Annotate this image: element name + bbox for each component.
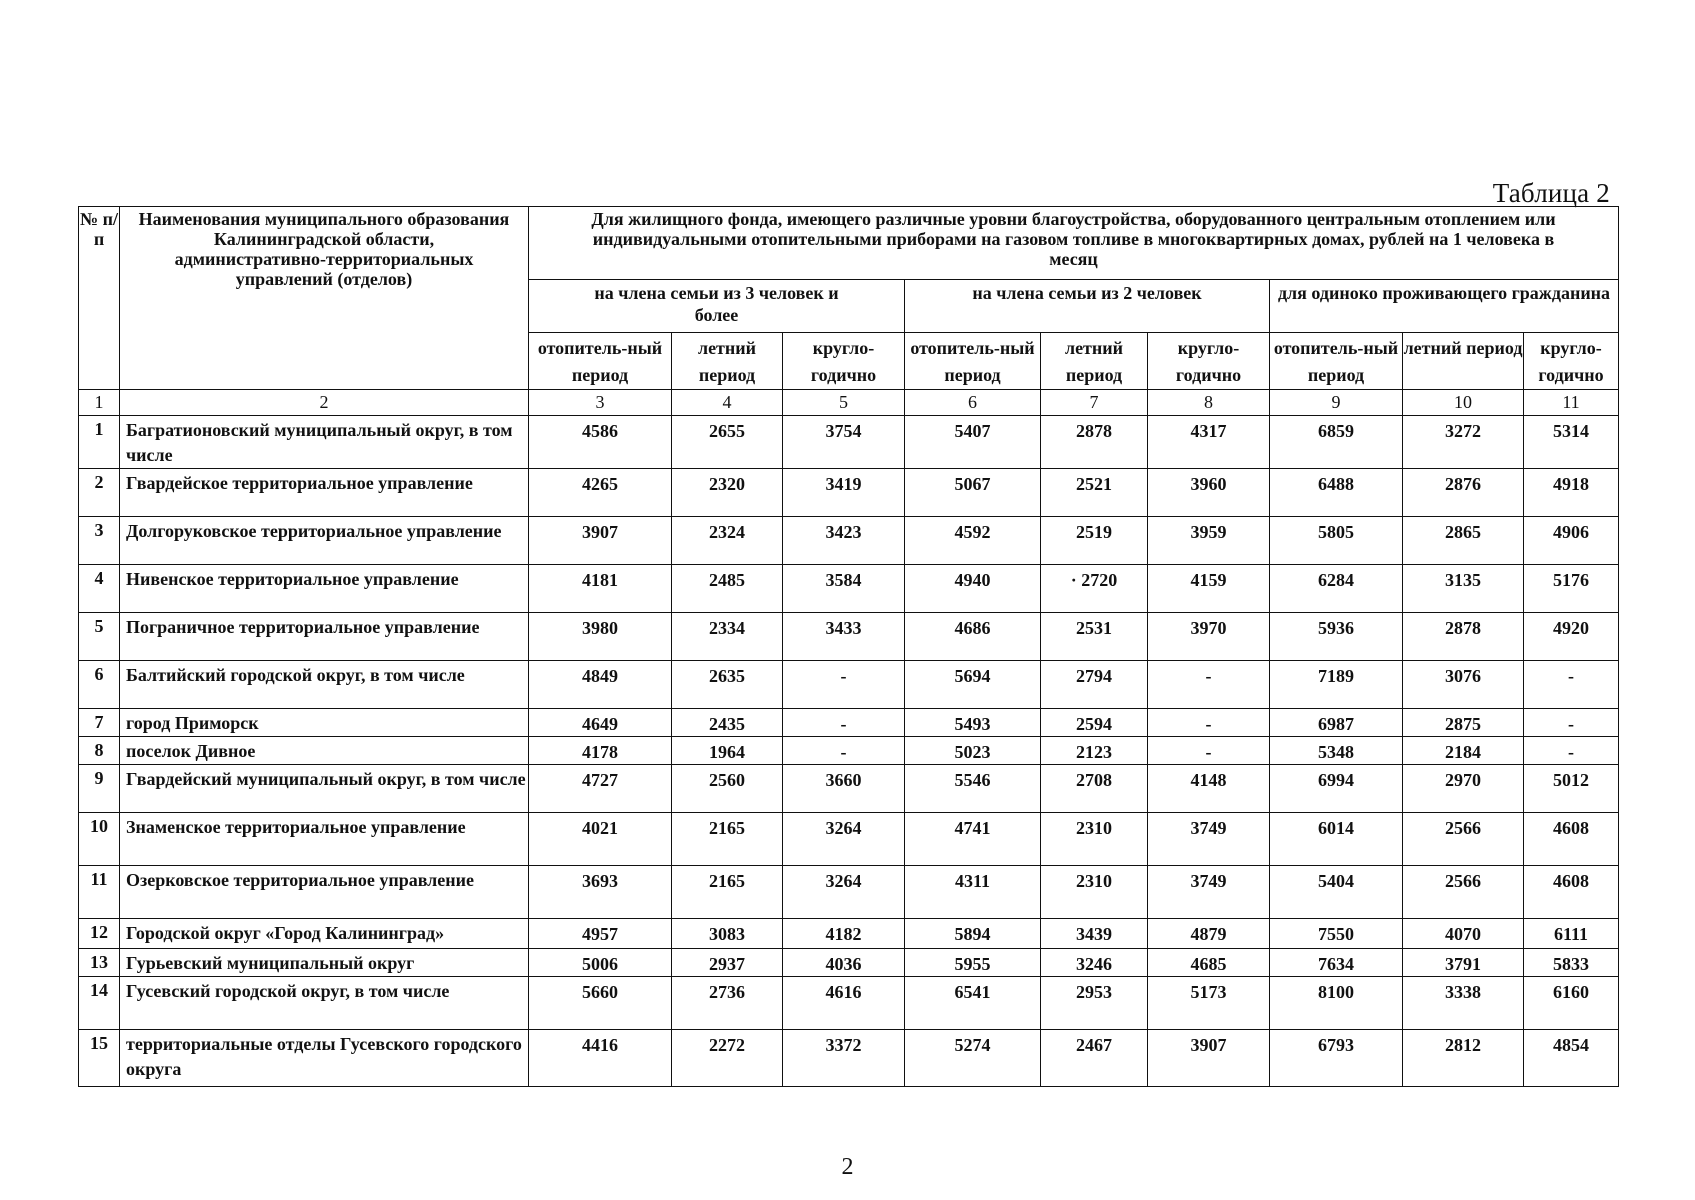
value-cell: 2875 xyxy=(1403,709,1524,737)
tariff-table xyxy=(78,206,1619,1087)
table-row xyxy=(79,1030,1619,1087)
value-cell: 2878 xyxy=(1041,416,1148,469)
value-cell: 4592 xyxy=(905,517,1041,565)
value-cell: 6541 xyxy=(905,977,1041,1030)
row-name: Озерковское территориальное управление xyxy=(120,866,529,919)
header-group-3-persons: на члена семьи из 3 человек и более xyxy=(529,280,905,333)
value-cell: 3660 xyxy=(783,765,905,813)
row-name: Знаменское территориальное управление xyxy=(120,813,529,866)
row-name: Пограничное территориальное управление xyxy=(120,613,529,661)
value-cell: 5660 xyxy=(529,977,672,1030)
value-cell: - xyxy=(783,661,905,709)
table-row xyxy=(79,661,1619,709)
value-cell: 3083 xyxy=(672,919,783,949)
row-number: 6 xyxy=(79,661,120,709)
value-cell: 2435 xyxy=(672,709,783,737)
value-cell: 4616 xyxy=(783,977,905,1030)
value-cell: 7189 xyxy=(1270,661,1403,709)
row-number: 12 xyxy=(79,919,120,949)
value-cell: 4686 xyxy=(905,613,1041,661)
value-cell: 3907 xyxy=(1148,1030,1270,1087)
header-number: № п/п xyxy=(79,207,120,390)
value-cell: 6793 xyxy=(1270,1030,1403,1087)
value-cell: · 2720 xyxy=(1041,565,1148,613)
header-housing-description: Для жилищного фонда, имеющего различные уровни благоустройства, оборудованного центральным отоплением или индивидуальными отопительными приборами на газовом топливе в многоквартирных домах, рублей на 1 человека в месяц xyxy=(529,207,1619,280)
value-cell: 2560 xyxy=(672,765,783,813)
value-cell: 5404 xyxy=(1270,866,1403,919)
header-group-single: для одиноко проживающего гражданина xyxy=(1270,280,1619,333)
value-cell: - xyxy=(1148,661,1270,709)
value-cell: 3970 xyxy=(1148,613,1270,661)
header-period: кругло-годично xyxy=(1148,333,1270,390)
value-cell: 6284 xyxy=(1270,565,1403,613)
row-number: 10 xyxy=(79,813,120,866)
value-cell: 2272 xyxy=(672,1030,783,1087)
value-cell: 4608 xyxy=(1524,866,1619,919)
row-number: 5 xyxy=(79,613,120,661)
value-cell: 3907 xyxy=(529,517,672,565)
value-cell: 4854 xyxy=(1524,1030,1619,1087)
table-row xyxy=(79,709,1619,737)
value-cell: 4070 xyxy=(1403,919,1524,949)
value-cell: 2594 xyxy=(1041,709,1148,737)
value-cell: 2655 xyxy=(672,416,783,469)
column-number: 8 xyxy=(1148,390,1270,416)
value-cell: 3749 xyxy=(1148,866,1270,919)
table-row xyxy=(79,469,1619,517)
value-cell: 3791 xyxy=(1403,949,1524,977)
value-cell: 5833 xyxy=(1524,949,1619,977)
row-name: Гвардейский муниципальный округ, в том числе xyxy=(120,765,529,813)
value-cell: 6160 xyxy=(1524,977,1619,1030)
value-cell: 2566 xyxy=(1403,866,1524,919)
value-cell: 3584 xyxy=(783,565,905,613)
value-cell: - xyxy=(1148,709,1270,737)
column-number: 2 xyxy=(120,390,529,416)
value-cell: 2310 xyxy=(1041,813,1148,866)
table-row xyxy=(79,517,1619,565)
value-cell: 3754 xyxy=(783,416,905,469)
value-cell: - xyxy=(1148,737,1270,765)
value-cell: 4727 xyxy=(529,765,672,813)
value-cell: 4906 xyxy=(1524,517,1619,565)
value-cell: 6111 xyxy=(1524,919,1619,949)
header-period: летний период xyxy=(1041,333,1148,390)
value-cell: 3246 xyxy=(1041,949,1148,977)
value-cell: 2334 xyxy=(672,613,783,661)
value-cell: 5955 xyxy=(905,949,1041,977)
value-cell: 3980 xyxy=(529,613,672,661)
value-cell: 5348 xyxy=(1270,737,1403,765)
value-cell: 2878 xyxy=(1403,613,1524,661)
row-number: 9 xyxy=(79,765,120,813)
value-cell: 4957 xyxy=(529,919,672,949)
column-number: 4 xyxy=(672,390,783,416)
row-name: Гурьевский муниципальный округ xyxy=(120,949,529,977)
value-cell: 2970 xyxy=(1403,765,1524,813)
value-cell: 4021 xyxy=(529,813,672,866)
value-cell: 4416 xyxy=(529,1030,672,1087)
value-cell: 2165 xyxy=(672,813,783,866)
value-cell: 1964 xyxy=(672,737,783,765)
table-row xyxy=(79,737,1619,765)
value-cell: 4685 xyxy=(1148,949,1270,977)
value-cell: 2521 xyxy=(1041,469,1148,517)
row-name: поселок Дивное xyxy=(120,737,529,765)
value-cell: 3959 xyxy=(1148,517,1270,565)
column-number: 5 xyxy=(783,390,905,416)
row-number: 13 xyxy=(79,949,120,977)
value-cell: 4182 xyxy=(783,919,905,949)
header-period: кругло-годично xyxy=(1524,333,1619,390)
value-cell: 3693 xyxy=(529,866,672,919)
value-cell: 5023 xyxy=(905,737,1041,765)
value-cell: - xyxy=(783,709,905,737)
value-cell: - xyxy=(1524,737,1619,765)
row-name: Балтийский городской округ, в том числе xyxy=(120,661,529,709)
value-cell: 2531 xyxy=(1041,613,1148,661)
value-cell: - xyxy=(1524,661,1619,709)
value-cell: 5694 xyxy=(905,661,1041,709)
value-cell: 4608 xyxy=(1524,813,1619,866)
column-number: 3 xyxy=(529,390,672,416)
column-number: 9 xyxy=(1270,390,1403,416)
value-cell: 3264 xyxy=(783,813,905,866)
header-period: отопитель-ный период xyxy=(1270,333,1403,390)
value-cell: 7634 xyxy=(1270,949,1403,977)
row-number: 11 xyxy=(79,866,120,919)
value-cell: 2794 xyxy=(1041,661,1148,709)
value-cell: 4036 xyxy=(783,949,905,977)
value-cell: 3076 xyxy=(1403,661,1524,709)
value-cell: 6987 xyxy=(1270,709,1403,737)
value-cell: 3135 xyxy=(1403,565,1524,613)
value-cell: 2937 xyxy=(672,949,783,977)
table-row xyxy=(79,565,1619,613)
value-cell: 3338 xyxy=(1403,977,1524,1030)
table-caption: Таблица 2 xyxy=(1492,178,1610,208)
row-number: 15 xyxy=(79,1030,120,1087)
value-cell: 3272 xyxy=(1403,416,1524,469)
column-number: 11 xyxy=(1524,390,1619,416)
table-row xyxy=(79,765,1619,813)
value-cell: 5493 xyxy=(905,709,1041,737)
column-number: 7 xyxy=(1041,390,1148,416)
value-cell: 5805 xyxy=(1270,517,1403,565)
value-cell: 4148 xyxy=(1148,765,1270,813)
table-row xyxy=(79,416,1619,469)
value-cell: 2812 xyxy=(1403,1030,1524,1087)
value-cell: 2865 xyxy=(1403,517,1524,565)
table-row xyxy=(79,866,1619,919)
header-period: отопитель-ный период xyxy=(905,333,1041,390)
value-cell: 5936 xyxy=(1270,613,1403,661)
value-cell: 2310 xyxy=(1041,866,1148,919)
column-number: 10 xyxy=(1403,390,1524,416)
row-number: 4 xyxy=(79,565,120,613)
value-cell: 4265 xyxy=(529,469,672,517)
value-cell: 2324 xyxy=(672,517,783,565)
value-cell: - xyxy=(783,737,905,765)
table-row xyxy=(79,977,1619,1030)
row-name: город Приморск xyxy=(120,709,529,737)
value-cell: 5173 xyxy=(1148,977,1270,1030)
value-cell: 2184 xyxy=(1403,737,1524,765)
value-cell: 3264 xyxy=(783,866,905,919)
value-cell: 5274 xyxy=(905,1030,1041,1087)
value-cell: 2708 xyxy=(1041,765,1148,813)
header-period: летний период xyxy=(1403,333,1524,390)
row-name: Багратионовский муниципальный округ, в том числе xyxy=(120,416,529,469)
value-cell: 4586 xyxy=(529,416,672,469)
table-row xyxy=(79,919,1619,949)
header-period: летний период xyxy=(672,333,783,390)
value-cell: 4181 xyxy=(529,565,672,613)
row-number: 7 xyxy=(79,709,120,737)
value-cell: - xyxy=(1524,709,1619,737)
value-cell: 5012 xyxy=(1524,765,1619,813)
value-cell: 4178 xyxy=(529,737,672,765)
value-cell: 4879 xyxy=(1148,919,1270,949)
value-cell: 3439 xyxy=(1041,919,1148,949)
value-cell: 4649 xyxy=(529,709,672,737)
value-cell: 4940 xyxy=(905,565,1041,613)
header-name: Наименования муниципального образования Калининградской области, административно-территориальных управлений (отделов) xyxy=(120,207,529,390)
row-number: 8 xyxy=(79,737,120,765)
table-row xyxy=(79,613,1619,661)
value-cell: 5067 xyxy=(905,469,1041,517)
value-cell: 3423 xyxy=(783,517,905,565)
row-number: 14 xyxy=(79,977,120,1030)
row-name: территориальные отделы Гусевского городского округа xyxy=(120,1030,529,1087)
value-cell: 5894 xyxy=(905,919,1041,949)
column-number: 6 xyxy=(905,390,1041,416)
value-cell: 2736 xyxy=(672,977,783,1030)
row-name: Гвардейское территориальное управление xyxy=(120,469,529,517)
value-cell: 2876 xyxy=(1403,469,1524,517)
row-number: 1 xyxy=(79,416,120,469)
value-cell: 3749 xyxy=(1148,813,1270,866)
row-name: Гусевский городской округ, в том числе xyxy=(120,977,529,1030)
value-cell: 3372 xyxy=(783,1030,905,1087)
row-number: 2 xyxy=(79,469,120,517)
value-cell: 5006 xyxy=(529,949,672,977)
header-group-2-persons: на члена семьи из 2 человек xyxy=(905,280,1270,333)
value-cell: 3960 xyxy=(1148,469,1270,517)
row-name: Городской округ «Город Калининград» xyxy=(120,919,529,949)
value-cell: 6488 xyxy=(1270,469,1403,517)
value-cell: 2467 xyxy=(1041,1030,1148,1087)
value-cell: 5407 xyxy=(905,416,1041,469)
table-row xyxy=(79,949,1619,977)
row-name: Долгоруковское территориальное управление xyxy=(120,517,529,565)
value-cell: 3433 xyxy=(783,613,905,661)
row-name: Нивенское территориальное управление xyxy=(120,565,529,613)
value-cell: 2123 xyxy=(1041,737,1148,765)
value-cell: 5176 xyxy=(1524,565,1619,613)
value-cell: 2485 xyxy=(672,565,783,613)
value-cell: 7550 xyxy=(1270,919,1403,949)
row-number: 3 xyxy=(79,517,120,565)
value-cell: 2320 xyxy=(672,469,783,517)
value-cell: 4741 xyxy=(905,813,1041,866)
value-cell: 2635 xyxy=(672,661,783,709)
value-cell: 4849 xyxy=(529,661,672,709)
value-cell: 4311 xyxy=(905,866,1041,919)
page-number: 2 xyxy=(841,1154,854,1180)
value-cell: 6859 xyxy=(1270,416,1403,469)
value-cell: 5314 xyxy=(1524,416,1619,469)
value-cell: 3419 xyxy=(783,469,905,517)
table-row xyxy=(79,813,1619,866)
value-cell: 4920 xyxy=(1524,613,1619,661)
value-cell: 2566 xyxy=(1403,813,1524,866)
value-cell: 2165 xyxy=(672,866,783,919)
value-cell: 4918 xyxy=(1524,469,1619,517)
header-period: отопитель-ный период xyxy=(529,333,672,390)
value-cell: 2953 xyxy=(1041,977,1148,1030)
value-cell: 6994 xyxy=(1270,765,1403,813)
value-cell: 5546 xyxy=(905,765,1041,813)
value-cell: 2519 xyxy=(1041,517,1148,565)
value-cell: 6014 xyxy=(1270,813,1403,866)
column-number: 1 xyxy=(79,390,120,416)
value-cell: 4317 xyxy=(1148,416,1270,469)
value-cell: 4159 xyxy=(1148,565,1270,613)
header-period: кругло-годично xyxy=(783,333,905,390)
value-cell: 8100 xyxy=(1270,977,1403,1030)
